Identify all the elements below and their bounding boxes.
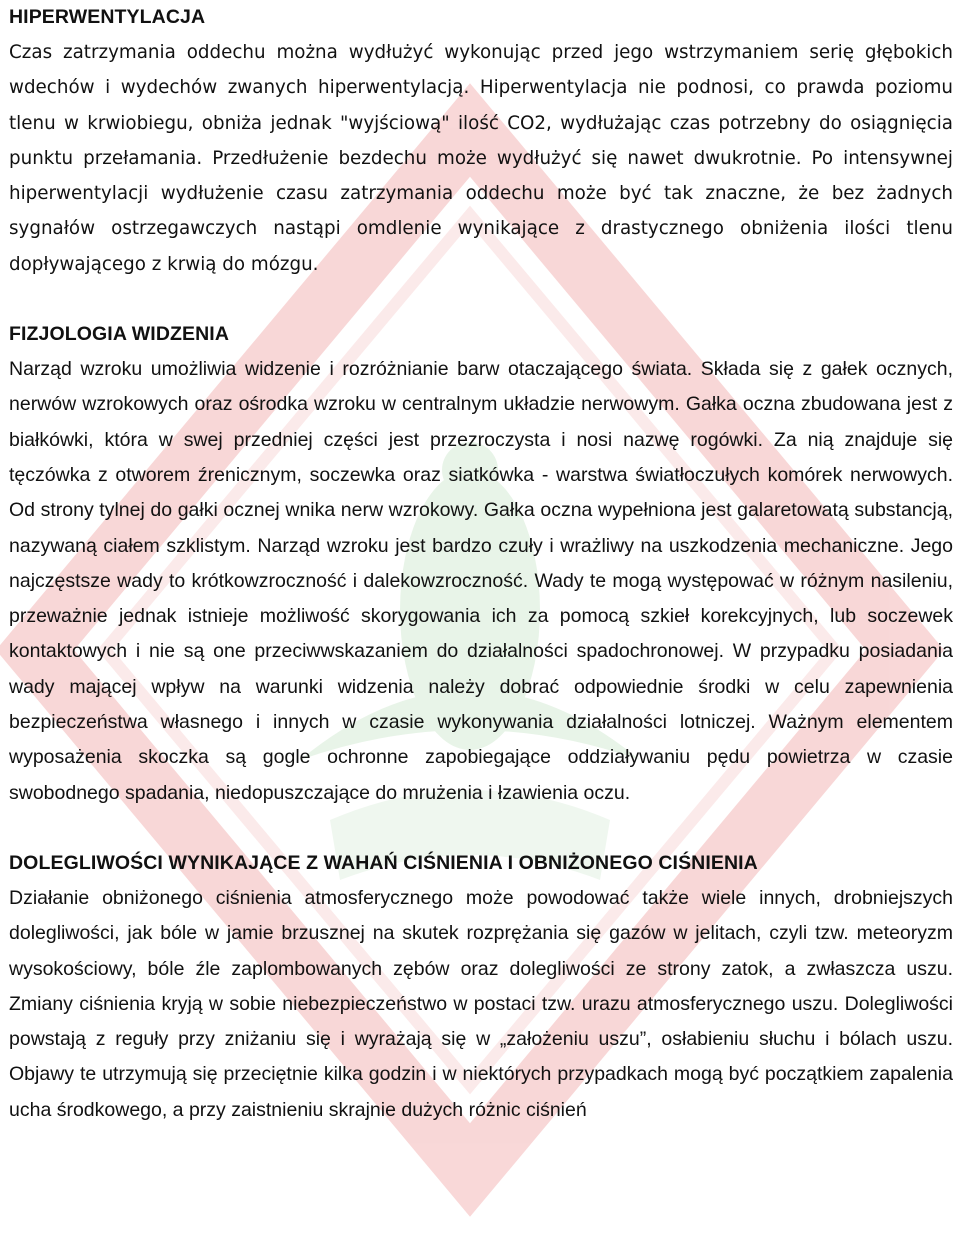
document-body [9,0,953,1128]
section-heading: FIZJOLOGIA WIDZENIA [9,323,229,346]
section-paragraph: Działanie obniżonego ciśnienia atmosferycznego może powodować także wiele innych, drobniejszych dolegliwości, jak bóle w jamie brzusznej na skutek rozprężania się gazów w jelitach, czyli tzw. meteoryzm wysokościowy, bóle źle zaplombowanych zębów oraz dolegliwości ze strony zatok, a zwłaszcza uszu. Zmiany ciśnienia kryją w sobie niebezpieczeństwo w postaci tzw. urazu atmosferycznego uszu. Dolegliwości powstają z reguły przy zniżaniu się i wyrażają się w „założeniu uszu”, osłabieniu słuchu i bólach uszu. Objawy te utrzymują się przeciętnie kilka godzin i w niektórych przypadkach mogą być początkiem zapalenia ucha środkowego, a przy zaistnieniu skrajnie dużych różnic ciśnień [9,886,953,1121]
section-paragraph: Czas zatrzymania oddechu można wydłużyć wykonując przed jego wstrzymaniem serię głębokich wdechów i wydechów zwanych hiperwentylacją. Hiperwentylacja nie podnosi, co prawda poziomu tlenu w krwiobiegu, obniża jednak "wyjściową" ilość CO2, wydłużając czas potrzebny do osiągnięcia punktu przełamania. Przedłużenie bezdechu może wydłużyć się nawet dwukrotnie. Po intensywnej hiperwentylacji wydłużenie czasu zatrzymania oddechu może być tak znaczne, że bez żadnych sygnałów ostrzegawczych nastąpi omdlenie wynikające z drastycznego obniżenia ilości tlenu dopływającego z krwią do mózgu. [9,42,953,275]
section-heading: HIPERWENTYLACJA [9,6,206,28]
section-paragraph: Narząd wzroku umożliwia widzenie i rozróżnianie barw otaczającego świata. Składa się z gałek ocznych, nerwów wzrokowych oraz ośrodka wzroku w centralnym układzie nerwowym. Gałka oczna zbudowana jest z białkówki, która w swej przedniej części jest przezroczysta i nosi nazwę rogówki. Za nią znajduje się tęczówka z otworem źrenicznym, soczewka oraz siatkówka - warstwa światłoczułych komórek nerwowych. Od strony tylnej do gałki ocznej wnika nerw wzrokowy. Gałka oczna wypełniona jest galaretowatą substancją, nazywaną ciałem szklistym. Narząd wzroku jest bardzo czuły i wrażliwy na uszkodzenia mechaniczne. Jego najczęstsze wady to krótkowzroczność i dalekowzroczność. Wady te mogą występować w różnym nasileniu, przeważnie jednak istnieje możliwość skorygowania ich za pomocą szkieł korekcyjnych, lub soczewek kontaktowych i nie są one przeciwwskazaniem do działalności spadochronowej. W przypadku posiadania wady mającej wpływ na warunki widzenia należy dobrać odpowiednie środki w celu zapewnienia bezpieczeństwa własnego i innych w czasie wykonywania działalności lotniczej. Ważnym elementem wyposażenia skoczka są gogle ochronne zapobiegające oddziaływaniu pędu powietrza w czasie swobodnego spadania, niedopuszczające do mrużenia i łzawienia oczu. [9,358,953,804]
section-heading: DOLEGLIWOŚCI WYNIKAJĄCE Z WAHAŃ CIŚNIENIA I OBNIŻONEGO CIŚNIENIA [9,851,758,874]
